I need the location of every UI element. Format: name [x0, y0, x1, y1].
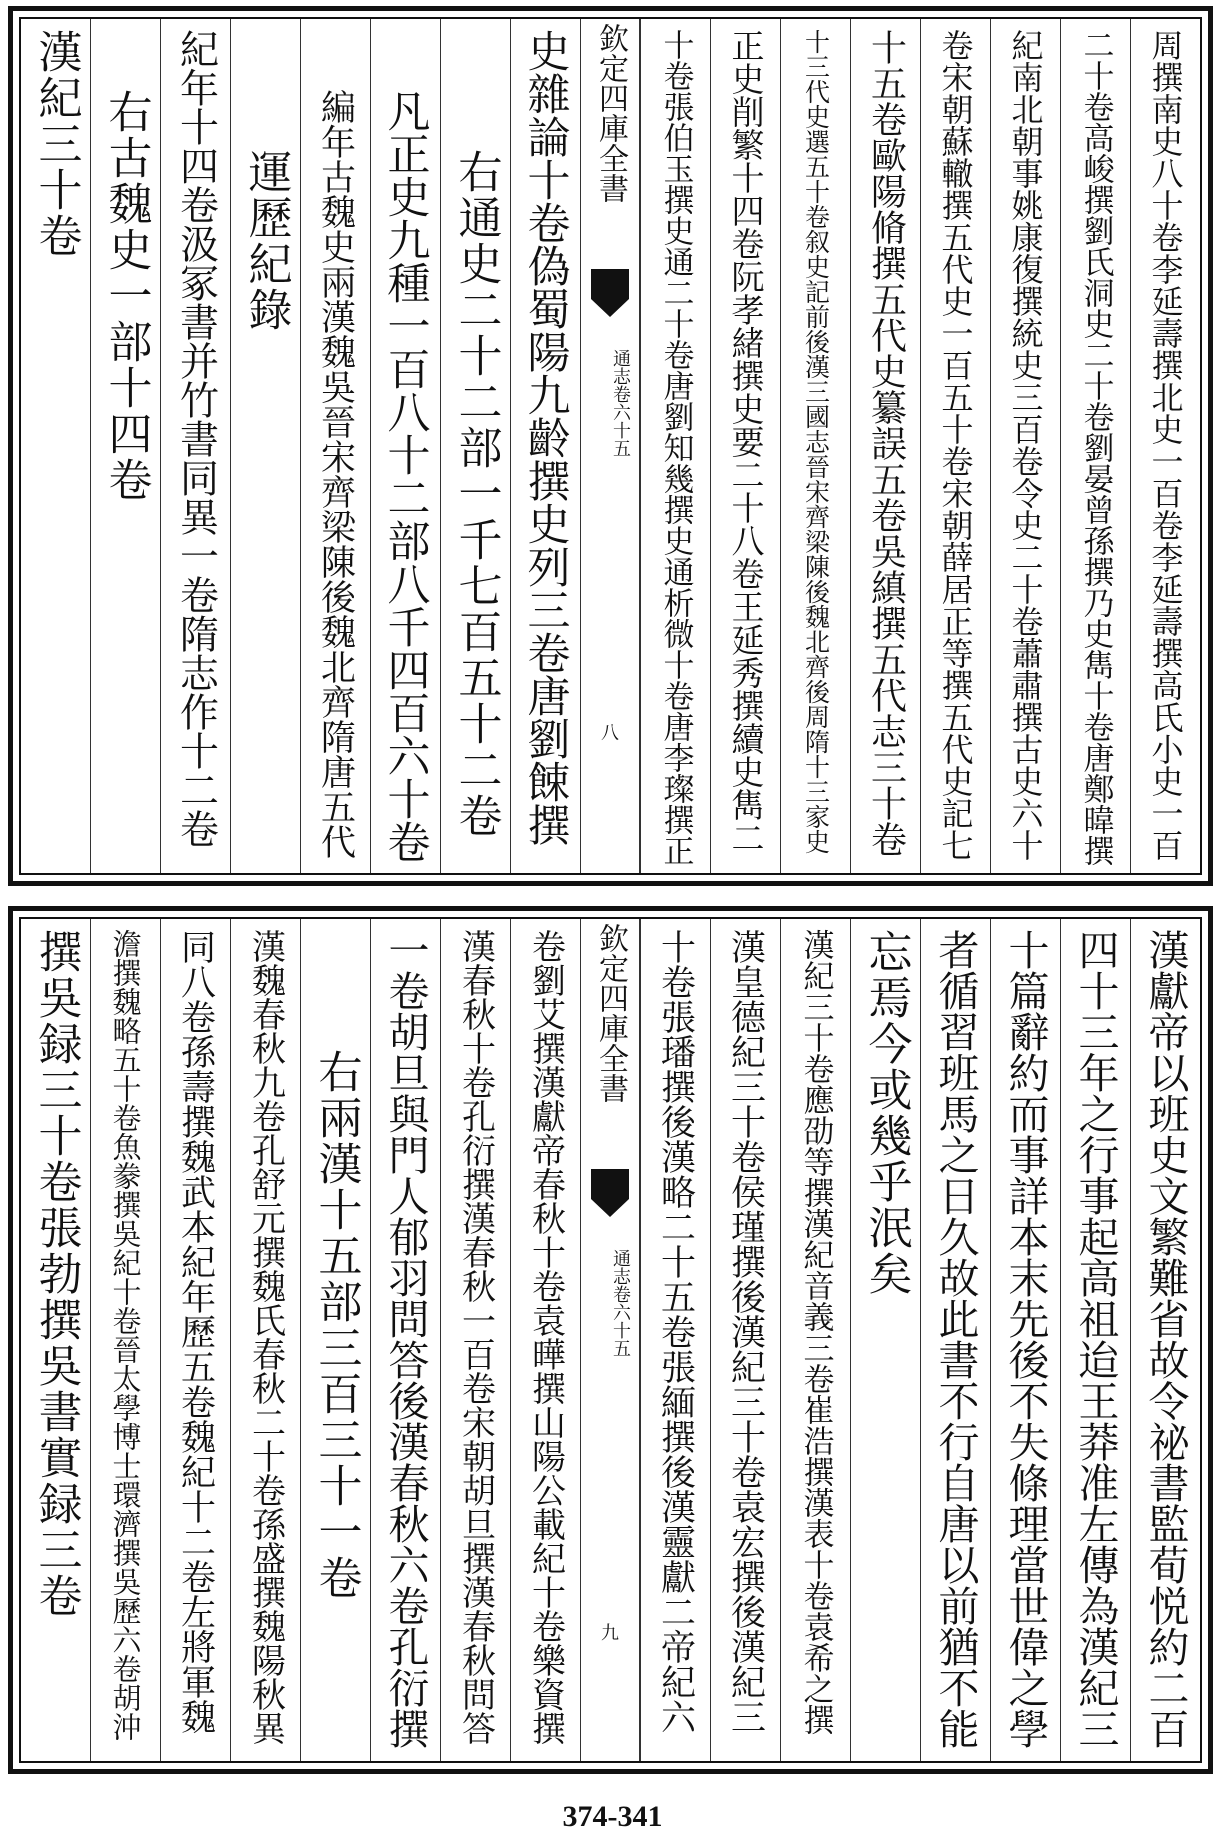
text-column: 十三代史選五十卷叙史記前後漢三國志晉宋齊梁陳後魏北齊後周隋十三家史 [780, 19, 850, 873]
text-column: 澹撰魏略五十卷魚豢撰吳紀十卷晉太學博士環濟撰吳歷六卷胡沖 [90, 919, 160, 1761]
text-column: 撰吳録三十卷張勃撰吳書實録三卷 [30, 929, 82, 1619]
spine-header: 欽定四庫全書 [593, 23, 628, 203]
text-column: 二十卷高峻撰劉氏洞史二十卷劉晏曾孫撰乃史雋十卷唐鄭暐撰 [1060, 19, 1130, 873]
text-column: 同八卷孫壽撰魏武本紀年歷五卷魏紀十二卷左將軍魏 [160, 919, 230, 1761]
text-column: 十卷張璠撰後漢略二十五卷張緬撰後漢靈獻二帝紀六 [640, 919, 710, 1761]
text-column: 右兩漢十五部三百三十一卷 [300, 919, 370, 1761]
top-page-columns [19, 17, 1202, 875]
text-column: 右通史二十二部一千七百五十二卷 [440, 19, 510, 873]
text-column: 卷宋朝蘇轍撰五代史一百五十卷宋朝薛居正等撰五代史記七 [920, 19, 990, 873]
text-column: 四十三年之行事起高祖迨王莽准左傳為漢紀三 [1060, 919, 1130, 1761]
text-column: 漢獻帝以班史文繁難省故令祕書監荀悦約二百 [1130, 919, 1200, 1761]
fish-tail-mark-icon [591, 1169, 629, 1199]
text-column: 十篇辭約而事詳本末先後不失條理當世偉之學 [990, 919, 1060, 1761]
page-spine [580, 19, 640, 873]
text-column: 周撰南史八十卷李延壽撰北史一百卷李延壽撰高氏小史一百 [1130, 19, 1200, 873]
text-column: 右古魏史一部十四卷 [90, 19, 160, 873]
text-column: 者循習班馬之日久故此書不行自唐以前猶不能 [920, 919, 990, 1761]
text-column: 正史削繁十四卷阮孝緒撰史要二十八卷王延秀撰續史雋二 [710, 19, 780, 873]
bottom-page [8, 906, 1213, 1774]
bottom-page-columns [19, 917, 1202, 1763]
text-column: 一卷胡旦與門人郁羽問答後漢春秋六卷孔衍撰 [370, 919, 440, 1761]
text-column: 漢春秋十卷孔衍撰漢春秋一百卷宋朝胡旦撰漢春秋問答 [440, 919, 510, 1761]
text-column: 編年古魏史兩漢魏吳晉宋齊梁陳後魏北齊隋唐五代 [300, 19, 370, 873]
text-column: 史雜論十卷偽蜀陽九齡撰史列三卷唐劉餗撰 [510, 19, 580, 873]
text-column: 漢皇德紀三十卷侯瑾撰後漢紀三十卷袁宏撰後漢紀三 [710, 919, 780, 1761]
text-column: 漢紀三十卷應劭等撰漢紀音義三卷崔浩撰漢表十卷袁希之撰 [780, 919, 850, 1761]
text-column: 運歷紀錄 [230, 19, 300, 873]
spine-volume: 通志卷六十五 [610, 1249, 631, 1357]
page-spine [580, 919, 640, 1761]
text-column: 漢魏春秋九卷孔舒元撰魏氏春秋二十卷孫盛撰魏陽秋異 [230, 919, 300, 1761]
text-column: 十卷張伯玉撰史通二十卷唐劉知幾撰史通析微十卷唐李璨撰正 [640, 19, 710, 873]
spine-volume: 通志卷六十五 [610, 349, 631, 457]
text-column: 紀年十四卷汲冢書并竹書同異一卷隋志作十二卷 [160, 19, 230, 873]
text-column: 漢紀三十卷 [30, 29, 82, 259]
spine-header: 欽定四庫全書 [593, 923, 628, 1103]
spine-page-number: 八 [601, 723, 619, 744]
top-page [8, 6, 1213, 886]
spine-page-number: 九 [601, 1623, 619, 1644]
text-column: 卷劉艾撰漢獻帝春秋十卷袁曄撰山陽公載紀十卷樂資撰 [510, 919, 580, 1761]
text-column: 凡正史九種一百八十二部八千四百六十卷 [370, 19, 440, 873]
text-column: 十五卷歐陽脩撰五代史纂誤五卷吳縝撰五代志三十卷 [850, 19, 920, 873]
text-column: 紀南北朝事姚康復撰統史三百卷令史二十卷蕭肅撰古史六十 [990, 19, 1060, 873]
fish-tail-mark-icon [591, 269, 629, 299]
page-footer-number: 374-341 [562, 1800, 663, 1833]
text-column: 忘焉今或幾乎泯矣 [850, 919, 920, 1761]
